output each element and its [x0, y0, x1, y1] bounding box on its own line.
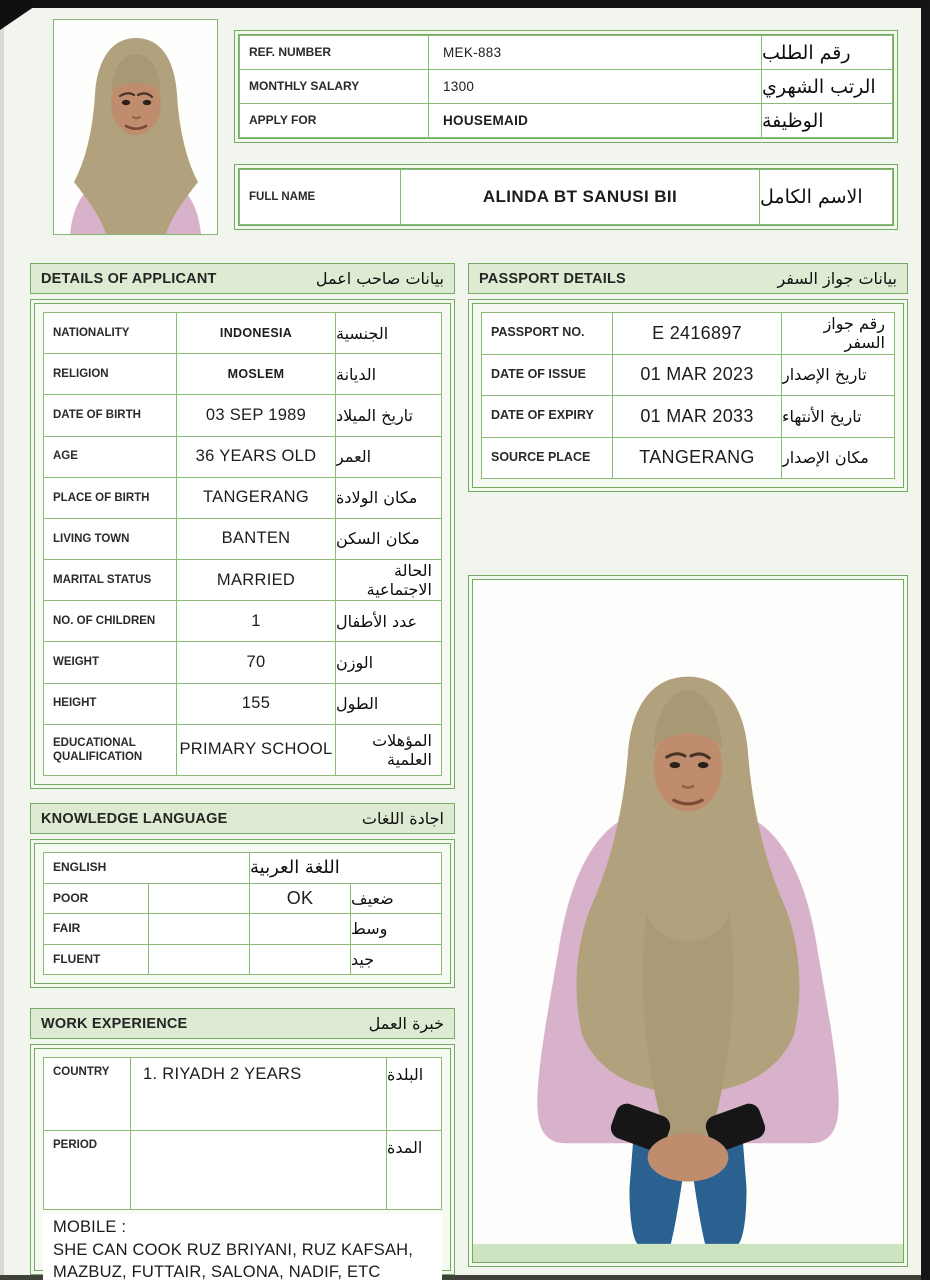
scan-edge-right — [921, 0, 930, 1280]
level-label: FLUENT — [44, 945, 148, 975]
applicant-section-header — [30, 263, 455, 294]
field-label: LIVING TOWN — [44, 519, 176, 559]
portrait-photo — [53, 19, 218, 235]
monthly-salary-value: 1300 — [429, 70, 761, 103]
scan-edge-left — [0, 8, 4, 1280]
apply-for-label: APPLY FOR — [240, 104, 428, 137]
field-label: DATE OF BIRTH — [44, 395, 176, 435]
field-label: PASSPORT NO. — [482, 313, 612, 354]
field-label: EDUCATIONAL QUALIFICATION — [44, 725, 176, 775]
country-value: 1. RIYADH 2 YEARS — [131, 1058, 386, 1130]
full-name-table — [234, 164, 898, 230]
arabic-language-label-ar: اللغة العربية — [250, 853, 441, 883]
language-section-title: KNOWLEDGE LANGUAGE — [41, 810, 228, 827]
field-label-ar: مكان الإصدار — [782, 438, 894, 479]
full-name-value: ALINDA BT SANUSI BII — [401, 170, 759, 224]
full-body-photo-illustration — [473, 580, 903, 1262]
arabic-mark: OK — [250, 884, 350, 914]
period-label: PERIOD — [44, 1131, 130, 1209]
language-section-title-ar: اجادة اللغات — [361, 809, 444, 828]
field-value: MARRIED — [177, 560, 335, 600]
skills-note: SHE CAN COOK RUZ BRIYANI, RUZ KAFSAH, MAZBUZ, FUTTAIR, SALONA, NADIF, ETC — [53, 1240, 414, 1280]
field-value: 01 MAR 2023 — [613, 355, 781, 396]
field-label-ar: مكان السكن — [336, 519, 441, 559]
field-value: TANGERANG — [613, 438, 781, 479]
english-mark — [149, 884, 249, 914]
experience-section-title-ar: خبرة العمل — [368, 1014, 444, 1033]
field-label: AGE — [44, 437, 176, 477]
language-section-header — [30, 803, 455, 834]
experience-section-header — [30, 1008, 455, 1039]
field-value: 70 — [177, 642, 335, 682]
level-label-ar: ضعيف — [351, 884, 441, 914]
field-label-ar: رقم جواز السفر — [782, 313, 894, 354]
experience-table — [30, 1044, 455, 1280]
full-name-label-ar: الاسم الكامل — [760, 170, 892, 224]
mobile-label: MOBILE : — [53, 1218, 127, 1236]
experience-section-title: WORK EXPERIENCE — [41, 1015, 188, 1032]
field-label-ar: مكان الولادة — [336, 478, 441, 518]
arabic-mark — [250, 945, 350, 975]
level-label-ar: جيد — [351, 945, 441, 975]
mobile-note — [43, 1214, 442, 1280]
field-label: NO. OF CHILDREN — [44, 601, 176, 641]
apply-for-label-ar: الوظيفة — [762, 104, 892, 137]
field-label: WEIGHT — [44, 642, 176, 682]
top-info-table — [234, 30, 898, 143]
field-label-ar: الوزن — [336, 642, 441, 682]
field-label: MARITAL STATUS — [44, 560, 176, 600]
applicant-section-title: DETAILS OF APPLICANT — [41, 270, 217, 287]
field-label-ar: عدد الأطفال — [336, 601, 441, 641]
country-label-ar: البلدة — [387, 1058, 441, 1130]
applicant-section-title-ar: بيانات صاحب اعمل — [315, 269, 444, 288]
monthly-salary-label-ar: الرتب الشهري — [762, 70, 892, 103]
country-label: COUNTRY — [44, 1058, 130, 1130]
field-value: 36 YEARS OLD — [177, 437, 335, 477]
field-label-ar: المؤهلات العلمية — [336, 725, 441, 775]
field-value: BANTEN — [177, 519, 335, 559]
field-label: DATE OF EXPIRY — [482, 396, 612, 437]
scan-edge-top — [0, 0, 930, 8]
field-value: 03 SEP 1989 — [177, 395, 335, 435]
passport-section-header — [468, 263, 908, 294]
passport-details-table — [468, 299, 908, 492]
field-value: 1 — [177, 601, 335, 641]
apply-for-value: HOUSEMAID — [429, 104, 761, 137]
field-label-ar: تاريخ الأنتهاء — [782, 396, 894, 437]
field-value: 155 — [177, 684, 335, 724]
field-value: MOSLEM — [177, 354, 335, 394]
field-value: E 2416897 — [613, 313, 781, 354]
field-value: INDONESIA — [177, 313, 335, 353]
level-label: POOR — [44, 884, 148, 914]
full-body-photo — [468, 575, 908, 1267]
scan-edge-corner — [0, 0, 44, 30]
field-label-ar: الطول — [336, 684, 441, 724]
field-label: RELIGION — [44, 354, 176, 394]
full-name-label: FULL NAME — [240, 170, 400, 224]
field-label: PLACE OF BIRTH — [44, 478, 176, 518]
ref-number-label-ar: رقم الطلب — [762, 36, 892, 69]
field-label: NATIONALITY — [44, 313, 176, 353]
field-label: DATE OF ISSUE — [482, 355, 612, 396]
level-label: FAIR — [44, 914, 148, 944]
language-table — [30, 839, 455, 988]
field-value: TANGERANG — [177, 478, 335, 518]
field-label-ar: العمر — [336, 437, 441, 477]
portrait-photo-illustration — [54, 20, 217, 234]
field-value: PRIMARY SCHOOL — [177, 725, 335, 775]
english-mark — [149, 914, 249, 944]
ref-number-value: MEK-883 — [429, 36, 761, 69]
field-label: SOURCE PLACE — [482, 438, 612, 479]
field-label-ar: تاريخ الميلاد — [336, 395, 441, 435]
monthly-salary-label: MONTHLY SALARY — [240, 70, 428, 103]
applicant-details-table — [30, 299, 455, 789]
passport-section-title-ar: بيانات جواز السفر — [777, 269, 897, 288]
period-label-ar: المدة — [387, 1131, 441, 1209]
ref-number-label: REF. NUMBER — [240, 36, 428, 69]
field-label-ar: الحالة الاجتماعية — [336, 560, 441, 600]
arabic-mark — [250, 914, 350, 944]
field-label-ar: الديانة — [336, 354, 441, 394]
period-value — [131, 1131, 386, 1209]
field-value: 01 MAR 2033 — [613, 396, 781, 437]
field-label: HEIGHT — [44, 684, 176, 724]
field-label-ar: الجنسية — [336, 313, 441, 353]
level-label-ar: وسط — [351, 914, 441, 944]
passport-section-title: PASSPORT DETAILS — [479, 270, 626, 287]
english-mark — [149, 945, 249, 975]
english-label: ENGLISH — [44, 853, 249, 883]
field-label-ar: تاريخ الإصدار — [782, 355, 894, 396]
